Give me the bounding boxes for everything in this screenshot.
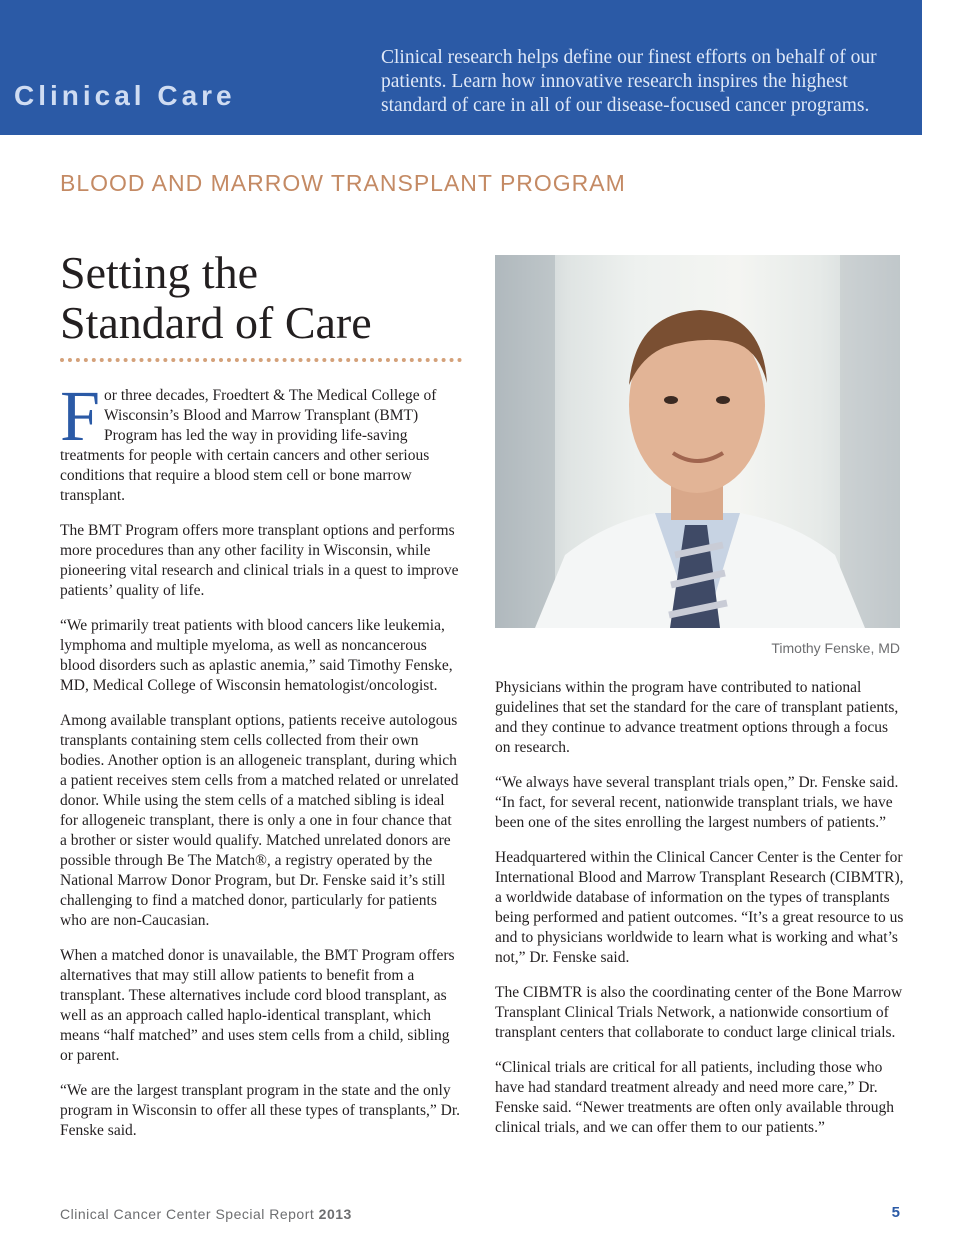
background-pillar-right (840, 255, 900, 628)
background-pillar-left (495, 255, 555, 628)
article-column-right (495, 678, 907, 1153)
article-paragraph-11: “Clinical trials are critical for all patients, including those who have had standard treatment already and need more care,” Dr. Fenske said. “Newer treatments are often only available through clinical trials, and we can offer them to our patients.” (495, 1059, 894, 1136)
dotted-divider (60, 358, 462, 362)
article-paragraph-5: When a matched donor is unavailable, the BMT Program offers alternatives that may still allow patients to benefit from a transplant. These alternatives include cord blood transplant, as well as an approach called haplo-identical transplant, which means “half matched” and uses stem cells from a child, sibling or parent. (60, 947, 455, 1064)
headline-line-2: Standard of Care (60, 297, 372, 348)
article-paragraph-4: Among available transplant options, patients receive autologous transplants containing stem cells collected from their own bodies. Another option is an allogeneic transplant, during which a patient receives stem cells from a matched related or unrelated donor. While using the stem cells of a matched sibling is ideal for allogeneic transplant, there is only a one in four chance that a brother or sister would qualify. Matched unrelated donors are possible through Be The Match®, a registry operated by the National Marrow Donor Program, but Dr. Fenske said it’s still challenging to find a matched donor, particularly for patients who are non-Caucasian. (60, 712, 459, 929)
headline-line-1: Setting the (60, 247, 259, 298)
footer-publication-title: Clinical Cancer Center Special Report (60, 1206, 315, 1222)
drop-cap: F (60, 376, 101, 456)
article-paragraph-7: Physicians within the program have contributed to national guidelines that set the standard for the care of transplant patients, and they continue to advance treatment options through a focus on research. (495, 679, 899, 756)
footer-publication-label (60, 1206, 352, 1222)
article-paragraph-3: “We primarily treat patients with blood cancers like leukemia, lymphoma and multiple myeloma, as well as noncancerous blood disorders such as aplastic anemia,” said Timothy Fenske, MD, Medical College of Wisconsin hematologist/oncologist. (60, 617, 453, 694)
header-blurb: Clinical research helps define our finest efforts on behalf of our patients. Learn how innovative research inspires the highest standard of care in all of our disease-focused cancer programs. (381, 47, 877, 116)
article-paragraph-1-text: or three decades, Froedtert & The Medical College of Wisconsin’s Blood and Marrow Transplant (BMT) Program has led the way in providing life-saving treatments for people with certain cancers and other serious conditions that require a blood stem cell or bone marrow transplant. (60, 387, 437, 504)
portrait-illustration (495, 255, 900, 628)
article-paragraph-2: The BMT Program offers more transplant options and performs more procedures than any other facility in Wisconsin, while pioneering vital research and clinical trials in a quest to improve patients’ quality of life. (60, 522, 459, 599)
headline (60, 248, 480, 348)
article-paragraph-1 (60, 376, 462, 506)
photo-caption: Timothy Fenske, MD (771, 640, 900, 656)
page-number: 5 (891, 1204, 900, 1221)
right-eye (716, 396, 730, 404)
article-paragraph-8: “We always have several transplant trials open,” Dr. Fenske said. “In fact, for several recent, nationwide transplant trials, we have been one of the sites enrolling the largest numbers of patients.” (495, 774, 899, 831)
article-paragraph-9: Headquartered within the Clinical Cancer Center is the Center for International Blood and Marrow Transplant Research (CIBMTR), a worldwide database of information on the types of transplants being performed and patient outcomes. “It’s a great resource to us and to physicians worldwide to learn what is working and what’s not,” Dr. Fenske said. (495, 849, 904, 966)
article-paragraph-6: “We are the largest transplant program in the state and the only program in Wisconsin to offer all these types of transplants,” Dr. Fenske said. (60, 1082, 460, 1139)
article-column-left (60, 376, 462, 1156)
left-eye (664, 396, 678, 404)
footer-year: 2013 (318, 1206, 352, 1222)
portrait-photo (495, 255, 900, 628)
program-title: BLOOD AND MARROW TRANSPLANT PROGRAM (60, 170, 626, 196)
article-paragraph-10: The CIBMTR is also the coordinating center of the Bone Marrow Transplant Clinical Trials Network, a nationwide consortium of transplant centers that collaborate to conduct large clinical trials. (495, 984, 903, 1041)
section-label: Clinical Care (14, 80, 236, 111)
